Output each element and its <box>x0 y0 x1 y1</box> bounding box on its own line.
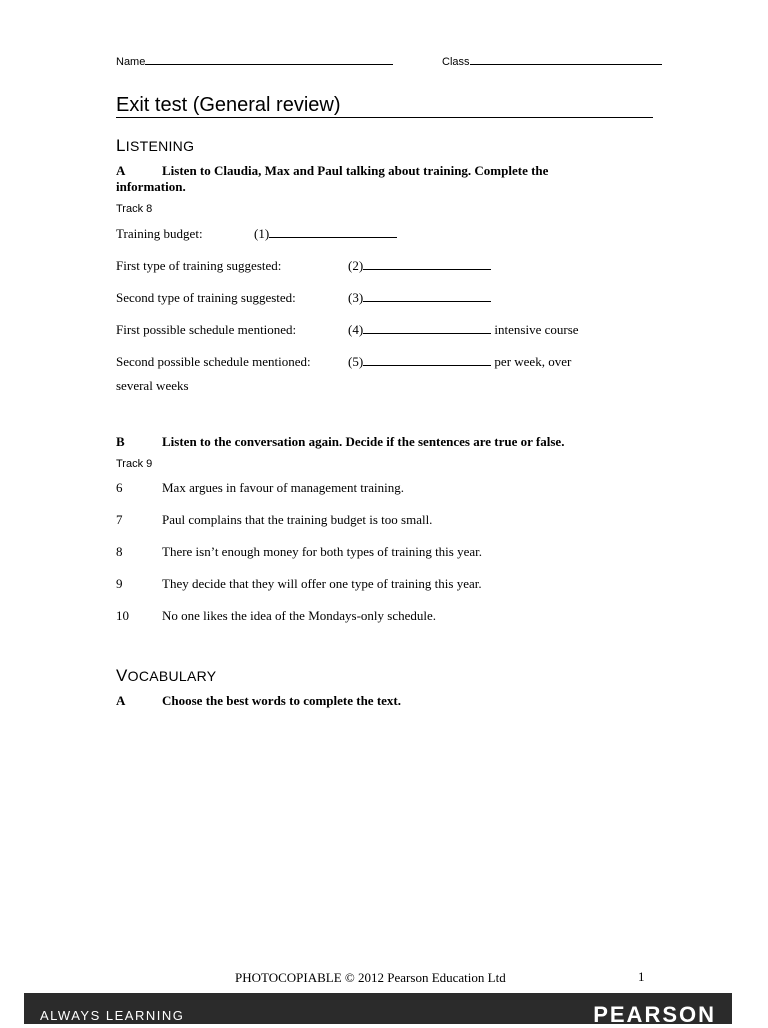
name-label: Name <box>116 56 146 68</box>
listening-a-item-1-answer: (1) <box>254 226 397 242</box>
listening-b-item-7-text: Paul complains that the training budget is too small. <box>162 512 433 527</box>
answer-blank <box>363 322 491 334</box>
footer-copyright: PHOTOCOPIABLE © 2012 Pearson Education Ltd <box>235 970 506 985</box>
title-underline <box>116 117 653 118</box>
answer-blank <box>363 354 491 366</box>
name-field <box>116 53 393 68</box>
answer-blank <box>363 290 491 302</box>
listening-heading: LISTENING <box>116 136 195 155</box>
name-blank <box>145 53 393 65</box>
footer-page-number: 1 <box>638 969 645 984</box>
listening-a-instruction-line1: Listen to Claudia, Max and Paul talking about training. Complete the <box>162 163 549 178</box>
listening-a-item-2-label: First type of training suggested: <box>116 258 282 273</box>
listening-a-item-1-label: Training budget: <box>116 226 203 241</box>
listening-b-item-10-number: 10 <box>116 608 129 623</box>
listening-a-letter: A <box>116 163 126 178</box>
listening-b-item-6-number: 6 <box>116 480 123 495</box>
answer-blank <box>363 258 491 270</box>
listening-a-instruction-line2: information. <box>116 179 186 194</box>
listening-b-item-8-number: 8 <box>116 544 123 559</box>
listening-a-item-5-label: Second possible schedule mentioned: <box>116 354 311 369</box>
listening-a-item-5-continuation: several weeks <box>116 378 189 393</box>
pearson-logo: PEARSON <box>593 1002 716 1027</box>
class-blank <box>470 53 662 65</box>
listening-b-item-6-text: Max argues in favour of management training. <box>162 480 404 495</box>
listening-a-item-4-answer: (4) intensive course <box>348 322 579 337</box>
listening-b-instruction: Listen to the conversation again. Decide if the sentences are true or false. <box>162 434 565 449</box>
class-label: Class <box>442 56 470 68</box>
listening-b-item-8-text: There isn’t enough money for both types of training this year. <box>162 544 482 559</box>
listening-a-item-3-answer: (3) <box>348 290 491 306</box>
listening-b-item-7-number: 7 <box>116 512 123 527</box>
listening-b-item-9-text: They decide that they will offer one type of training this year. <box>162 576 482 591</box>
listening-a-item-5-answer: (5) per week, over <box>348 354 572 369</box>
footer-tagline: ALWAYS LEARNING <box>40 1008 185 1023</box>
listening-b-item-10-text: No one likes the idea of the Mondays-only schedule. <box>162 608 437 623</box>
listening-b-track: Track 9 <box>116 458 153 470</box>
listening-b-letter: B <box>116 434 125 449</box>
vocabulary-a-instruction: Choose the best words to complete the text. <box>162 693 402 708</box>
listening-a-track: Track 8 <box>116 203 153 215</box>
class-field <box>442 53 662 68</box>
vocabulary-heading: VOCABULARY <box>116 666 217 685</box>
vocabulary-a-letter: A <box>116 693 126 708</box>
listening-a-item-2-answer: (2) <box>348 258 491 274</box>
footer-brand-bar <box>24 993 732 1027</box>
page-title: Exit test (General review) <box>116 94 341 116</box>
listening-a-item-4-label: First possible schedule mentioned: <box>116 322 297 337</box>
listening-a-item-3-label: Second type of training suggested: <box>116 290 296 305</box>
listening-b-item-9-number: 9 <box>116 576 123 591</box>
answer-blank <box>269 226 397 238</box>
